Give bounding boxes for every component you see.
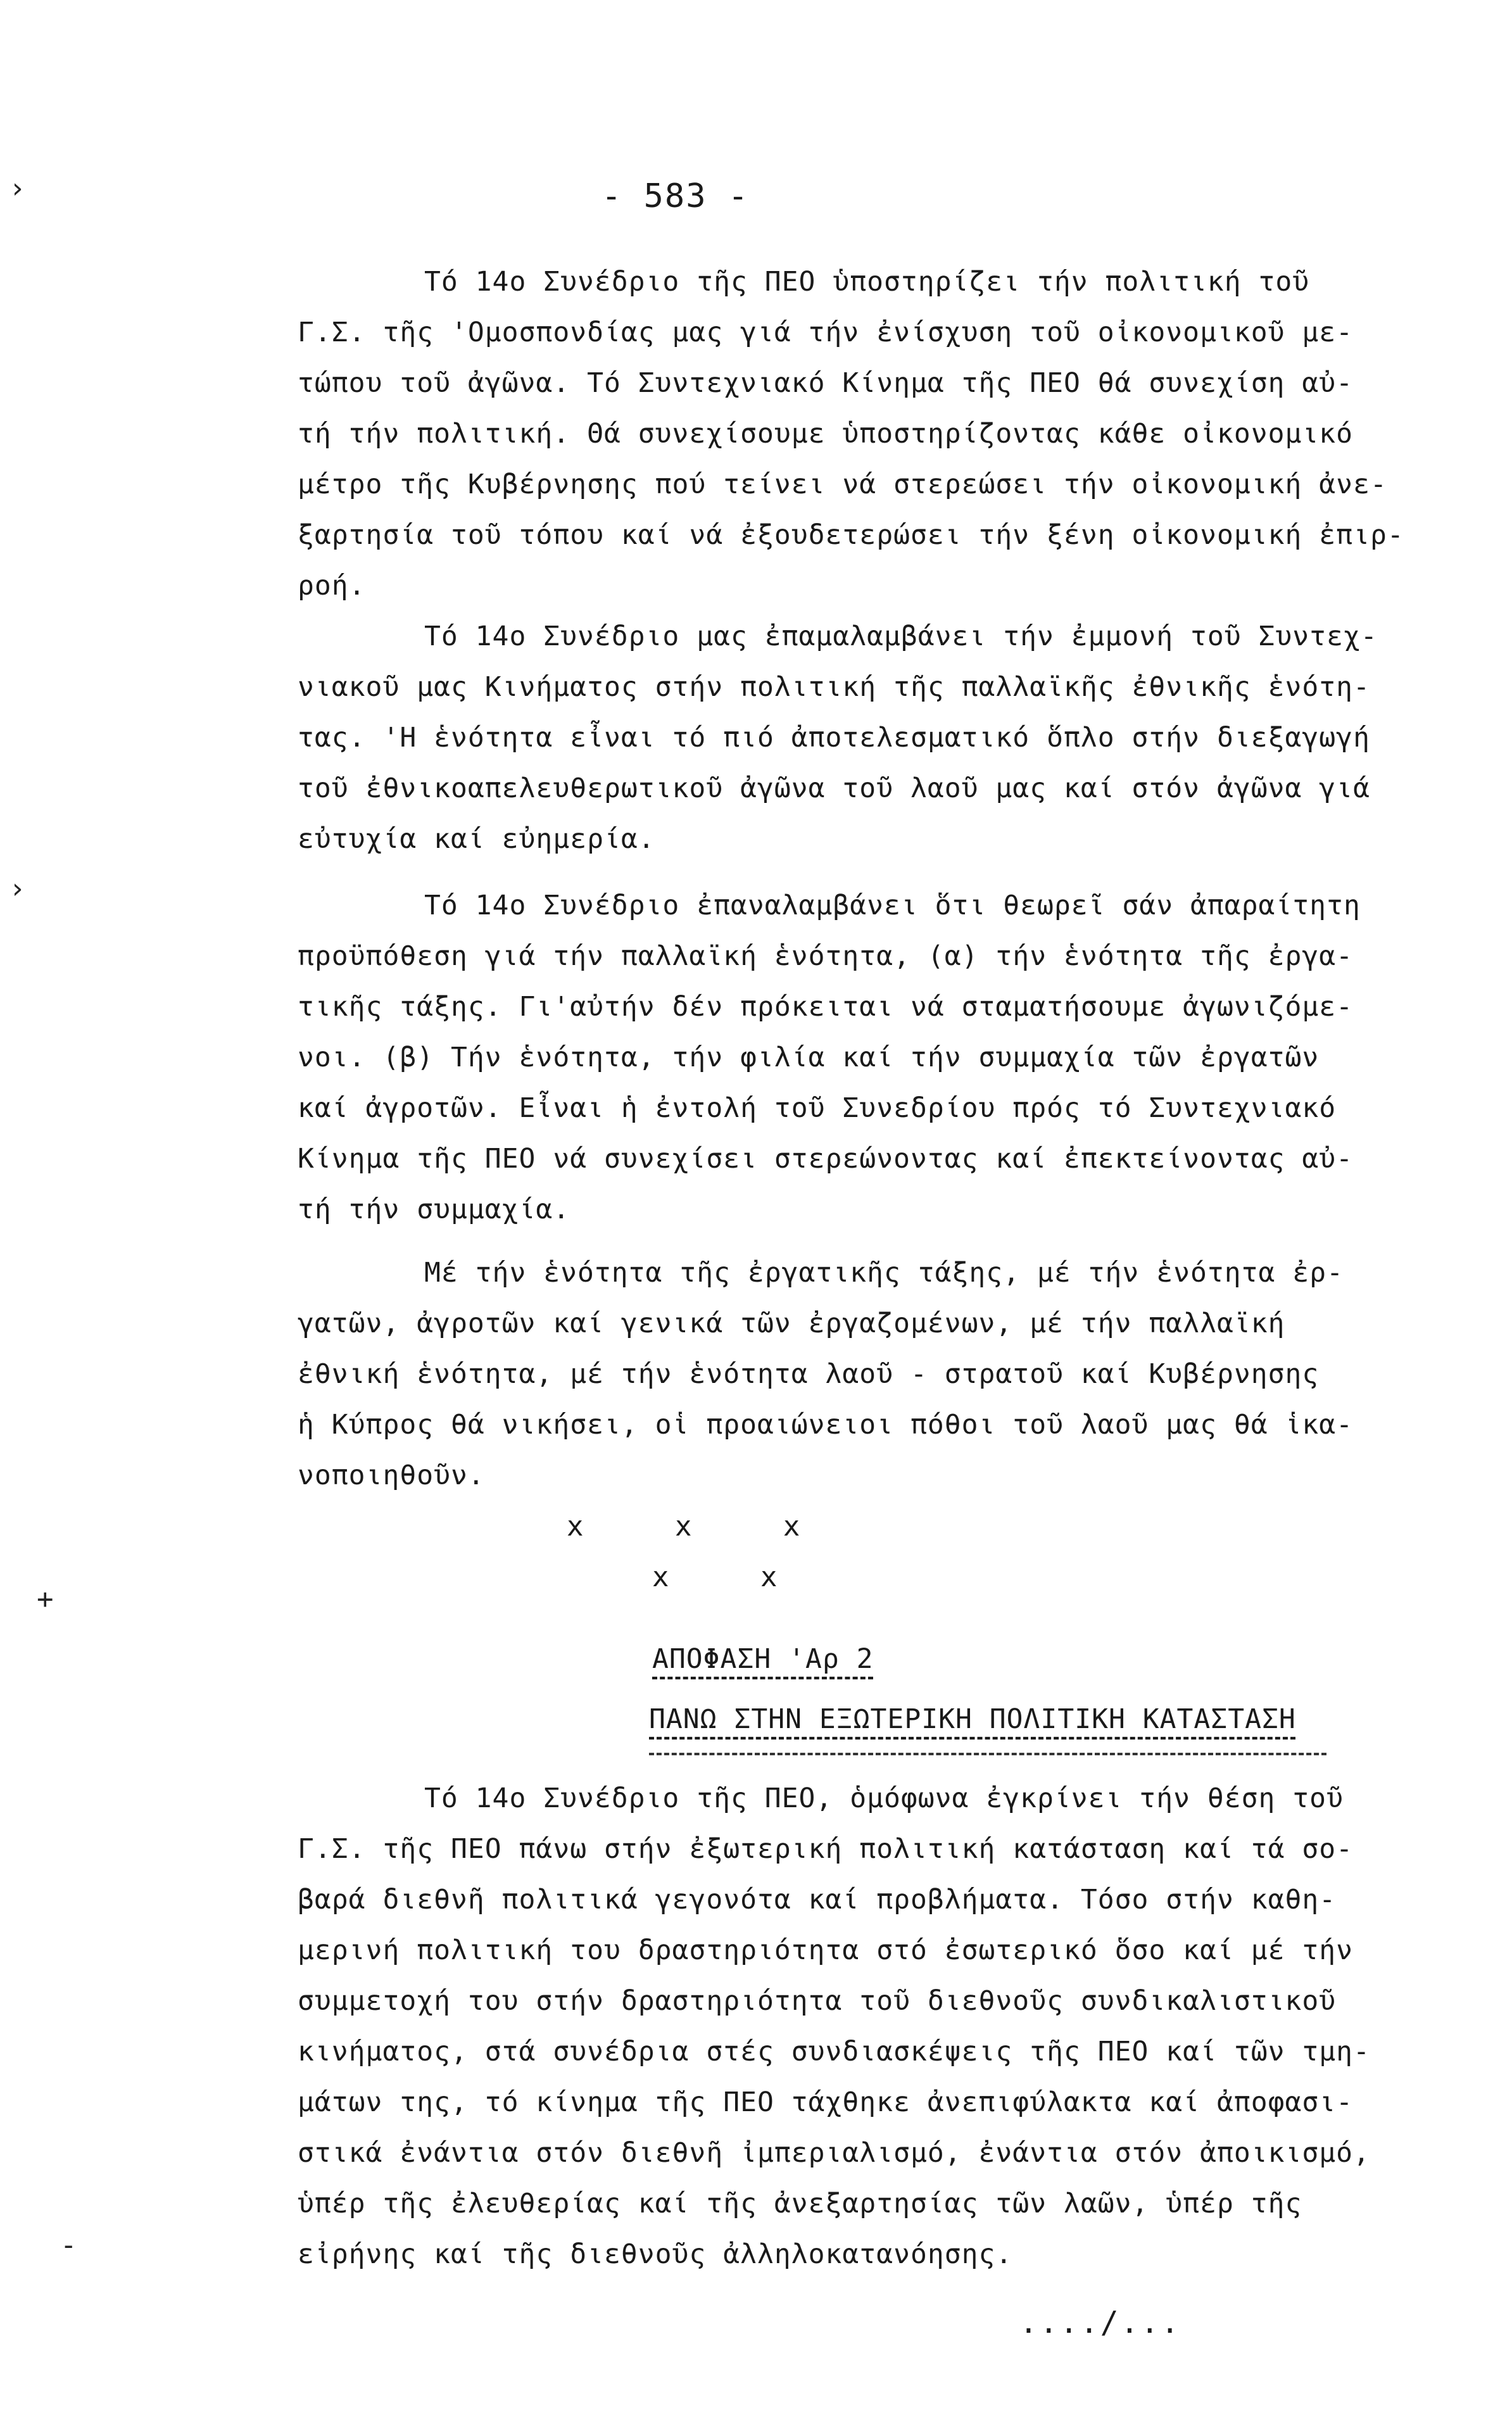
text-line: Γ.Σ. τῆς ΠΕΟ πάνω στήν ἐξωτερική πολιτική κατάσταση καί τά σο- [298, 1833, 1354, 1865]
text-line: τας. 'Η ἑνότητα εἶναι τό πιό ἀποτελεσματικό ὅπλο στήν διεξαγωγή [298, 722, 1370, 754]
text-line: Γ.Σ. τῆς 'Ομοσπονδίας μας γιά τήν ἐνίσχυση τοῦ οἰκονομικοῦ με- [298, 317, 1354, 348]
text-line: τικῆς τάξης. Γι'αὐτήν δέν πρόκειται νά σταματήσουμε ἀγωνιζόμε- [298, 991, 1354, 1023]
text-line: τή τήν συμμαχία. [298, 1194, 570, 1225]
separator-row-1: x x x [567, 1510, 802, 1543]
text-line: τώπου τοῦ ἀγῶνα. Τό Συντεχνιακό Κίνημα τῆς ΠΕΟ θά συνεχίση αὐ- [298, 367, 1354, 399]
text-line: μάτων της, τό κίνημα τῆς ΠΕΟ τάχθηκε ἀνεπιφύλακτα καί ἀποφασι- [298, 2086, 1354, 2118]
text-line: ἡ Κύπρος θά νικήσει, οἱ προαιώνειοι πόθοι τοῦ λαοῦ μας θά ἱκα- [298, 1409, 1354, 1441]
page-number: - 583 - [602, 177, 750, 215]
paragraph-1 [298, 256, 1404, 611]
text-line: ροή. [298, 570, 366, 602]
margin-mark-cross: + [37, 1583, 54, 1615]
text-line: εὐτυχία καί εὐημερία. [298, 823, 655, 855]
text-line: συμμετοχή του στήν δραστηριότητα τοῦ διεθνοῦς συνδικαλιστικοῦ [298, 1985, 1337, 2017]
text-line: νοι. (β) Τήν ἑνότητα, τήν φιλία καί τήν συμμαχία τῶν ἐργατῶν [298, 1042, 1320, 1073]
decision-heading [652, 1643, 874, 1675]
text-line: προϋπόθεση γιά τήν παλλαϊκή ἑνότητα, (α) τήν ἑνότητα τῆς ἐργα- [298, 940, 1354, 972]
text-line: Τό 14ο Συνέδριο τῆς ΠΕΟ, ὁμόφωνα ἐγκρίνει τήν θέση τοῦ [424, 1783, 1344, 1814]
separator-row-2: x x [652, 1561, 779, 1593]
text-line: τοῦ ἐθνικοαπελευθερωτικοῦ ἀγῶνα τοῦ λαοῦ μας καί στόν ἀγῶνα γιά [298, 773, 1370, 804]
text-line: γατῶν, ἀγροτῶν καί γενικά τῶν ἐργαζομένων, μέ τήν παλλαϊκή [298, 1308, 1285, 1339]
text-line: Κίνημα τῆς ΠΕΟ νά συνεχίσει στερεώνοντας καί ἐπεκτείνοντας αὐ- [298, 1143, 1354, 1175]
text-line: ξαρτησία τοῦ τόπου καί νά ἐξουδετερώσει τήν ξένη οἰκονομική ἐπιρ- [298, 519, 1404, 551]
text-line: μερινή πολιτική του δραστηριότητα στό ἐσωτερικό ὅσο καί μέ τήν [298, 1934, 1354, 1966]
margin-mark-top: › [9, 172, 26, 205]
text-line: ἐθνική ἑνότητα, μέ τήν ἑνότητα λαοῦ - στρατοῦ καί Κυβέρνησης [298, 1358, 1320, 1390]
margin-mark-middle: › [9, 873, 26, 905]
text-line: ὑπέρ τῆς ἐλευθερίας καί τῆς ἀνεξαρτησίας τῶν λαῶν, ὑπέρ τῆς [298, 2188, 1302, 2219]
text-line: Τό 14ο Συνέδριο μας ἐπαμαλαμβάνει τήν ἐμμονή τοῦ Συντεχ- [424, 621, 1378, 652]
text-line: νιακοῦ μας Κινήματος στήν πολιτική τῆς παλλαϊκῆς ἐθνικῆς ἑνότη- [298, 671, 1370, 703]
text-line: καί ἀγροτῶν. Εἶναι ἡ ἐντολή τοῦ Συνεδρίου πρός τό Συντεχνιακό [298, 1092, 1337, 1124]
text-line: μέτρο τῆς Κυβέρνησης πού τείνει νά στερεώσει τήν οἰκονομική ἀνε- [298, 469, 1387, 500]
continuation-mark: ..../... [1019, 2305, 1181, 2340]
text-line: Τό 14ο Συνέδριο τῆς ΠΕΟ ὑποστηρίζει τήν πολιτική τοῦ [424, 266, 1310, 298]
text-line: Τό 14ο Συνέδριο ἐπαναλαμβάνει ὅτι θεωρεῖ σάν ἀπαραίτητη [424, 890, 1361, 921]
decision-paragraph [298, 1773, 1387, 2280]
text-line: τή τήν πολιτική. Θά συνεχίσουμε ὑποστηρίζοντας κάθε οἰκονομικό [298, 418, 1354, 450]
paragraph-4 [298, 1247, 1387, 1501]
margin-mark-bottom: - [60, 2229, 77, 2261]
text-line: νοποιηθοῦν. [298, 1460, 485, 1491]
text-line: κινήματος, στά συνέδρια στές συνδιασκέψεις τῆς ΠΕΟ καί τῶν τμη- [298, 2036, 1370, 2067]
paragraph-2 [298, 611, 1387, 864]
paragraph-3 [298, 880, 1387, 1235]
subheading-dashed-rule [649, 1753, 1326, 1755]
decision-heading-text: ΑΠΟΦΑΣΗ 'Αρ 2 [652, 1643, 874, 1675]
text-line: στικά ἐνάντια στόν διεθνῆ ἰμπεριαλισμό, ἐνάντια στόν ἀποικισμό, [298, 2137, 1370, 2169]
decision-subheading [649, 1703, 1296, 1735]
text-line: εἰρήνης καί τῆς διεθνοῦς ἀλληλοκατανόησης. [298, 2238, 1013, 2270]
text-line: Μέ τήν ἑνότητα τῆς ἐργατικῆς τάξης, μέ τήν ἑνότητα ἐρ- [424, 1257, 1344, 1289]
text-line: βαρά διεθνῆ πολιτικά γεγονότα καί προβλήματα. Τόσο στήν καθη- [298, 1884, 1337, 1915]
decision-subheading-text: ΠΑΝΩ ΣΤΗΝ ΕΞΩΤΕΡΙΚΗ ΠΟΛΙΤΙΚΗ ΚΑΤΑΣΤΑΣΗ [649, 1703, 1296, 1735]
